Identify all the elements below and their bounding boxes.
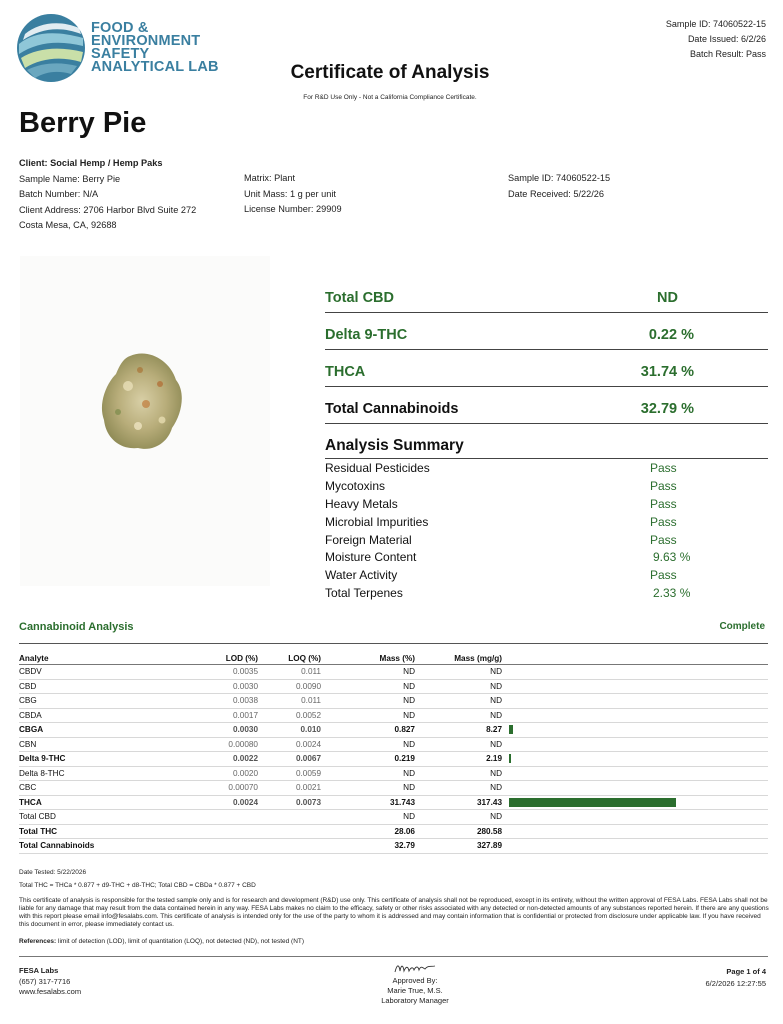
analysis-summary-list [325,461,768,604]
summary-result: Pass [650,461,677,475]
analyte-cell: Delta 9-THC [19,754,66,763]
analyte-cell: Total THC [19,826,58,836]
approver-title: Laboratory Manager [381,996,449,1005]
table-row [19,796,768,811]
mass-mg-cell: ND [490,667,502,676]
mass-mg-cell: ND [490,783,502,792]
loq-cell: 0.0021 [295,783,321,792]
table-row [19,738,768,753]
summary-label: Mycotoxins [325,478,386,493]
footer-phone: (657) 317-7716 [19,976,71,986]
mass-pct-cell: ND [403,681,415,691]
col-analyte: Analyte [19,654,49,663]
mass-mg-cell: 280.58 [476,826,502,836]
analyte-cell: Total Cannabinoids [19,841,95,850]
references-label: References: [19,938,57,945]
client-address: Client Address: 2706 Harbor Blvd Suite 272 [19,204,197,215]
logo-line: FOOD & [91,20,149,36]
mass-pct-cell: ND [403,812,415,821]
analyte-cell: CBD [19,681,37,691]
summary-row [325,461,768,479]
lab-logo-text [91,22,219,74]
total-cbd-value: ND [657,290,678,306]
client-name: Client: Social Hemp / Hemp Paks [19,158,163,168]
summary-result: Pass [650,568,677,583]
summary-label: Residual Pesticides [325,461,430,475]
table-row [19,709,768,724]
cannabis-bud-image [20,256,270,586]
logo-line: ANALYTICAL LAB [91,59,219,75]
approver-name: Marie True, M.S. [387,986,443,995]
analyte-cell: THCA [19,797,42,807]
summary-result: Pass [650,514,677,529]
col-loq: LOQ (%) [288,654,321,663]
loq-cell: 0.011 [301,667,321,676]
summary-result: Pass [650,532,677,547]
thca-label: THCA [325,364,366,380]
mass-bar [509,798,676,807]
header-sample-id: Sample ID: 74060522-15 [665,19,766,29]
approved-by-label: Approved By: [392,976,438,985]
mass-pct-cell: 32.79 [394,841,415,850]
cannabinoid-status: Complete [719,621,765,632]
total-cannabinoids-value: 32.79 % [640,401,694,417]
header-date-issued: Date Issued: 6/2/26 [687,34,766,44]
analyte-cell: Total CBD [19,812,56,821]
analyte-cell: CBGA [19,725,44,734]
mass-pct-cell: ND [403,739,415,749]
summary-label: Microbial Impurities [325,514,429,529]
mass-mg-cell: 317.43 [476,797,502,807]
batch-number: Batch Number: N/A [19,189,99,199]
total-cannabinoids-row [325,387,768,424]
references [19,938,304,945]
table-row [19,781,768,796]
table-row [19,839,768,854]
summary-result: Pass [650,496,677,511]
summary-label: Water Activity [325,568,398,583]
analysis-summary-heading [325,437,768,459]
footer-divider [19,956,768,957]
mass-pct-cell: 31.743 [389,797,415,807]
loq-cell: 0.0024 [295,739,321,749]
unit-mass: Unit Mass: 1 g per unit [244,188,336,199]
lod-cell: 0.0030 [232,681,258,691]
summary-result: 2.33 % [653,586,691,601]
footer-lab-info [19,966,81,998]
header-batch-result: Batch Result: Pass [689,49,766,59]
summary-row [325,497,768,515]
delta9-row [325,313,768,350]
footer-approval [300,962,530,1006]
lod-cell: 0.0030 [232,725,258,734]
mass-mg-cell: ND [490,768,502,778]
table-row [19,767,768,782]
delta9-label: Delta 9-THC [325,327,408,343]
table-row [19,665,768,680]
lod-cell: 0.00080 [228,739,258,749]
summary-label: Moisture Content [325,550,417,565]
mass-mg-cell: ND [490,696,502,705]
header-meta [666,17,766,62]
legal-disclaimer: This certificate of analysis is responsible for the tested sample only and is for research and development (R&D) use only. This certificate of analysis shall not be reproduced, except in its entirety, without the written approval of FESA Labs. FESA Labs shall not be liable for any damage that may result from the data contained herein in any way. FESA Labs makes no claim to the efficacy, safety or other risks associated with any detected or non-detected amounts of any substances reported herein. If there are any questions with this report please email info@fesalabs.com. This certificate of analysis is intended only for the use of the party to whom it is addressed and may contain information that is confidential or protected from disclosure under applicable law. If you have received this document in error, please immediately contact us. [19,897,769,928]
mass-mg-cell: 8.27 [486,725,502,734]
analyte-cell: CBG [19,696,37,705]
mass-pct-cell: 0.827 [394,725,415,734]
loq-cell: 0.0059 [295,768,321,778]
mass-bar [509,725,513,734]
lod-cell: 0.00070 [228,783,258,792]
divider [19,643,768,644]
mass-mg-cell: 2.19 [486,754,502,763]
mass-pct-cell: 28.06 [394,826,415,836]
lod-cell: 0.0035 [232,667,258,676]
mass-pct-cell: ND [403,667,415,676]
mass-mg-cell: ND [490,681,502,691]
summary-row [325,586,768,604]
references-text: limit of detection (LOD), limit of quantitation (LOQ), not detected (ND), not tested (NT) [58,938,305,945]
analyte-cell: Delta 8-THC [19,768,65,778]
date-tested: Date Tested: 5/22/2026 [19,869,87,876]
lod-cell: 0.0017 [232,710,258,720]
summary-row [325,515,768,533]
summary-result: Pass [650,478,677,493]
sample-ids [508,171,610,202]
lod-cell: 0.0022 [232,754,258,763]
rd-disclaimer: For R&D Use Only - Not a California Compliance Certificate. [303,94,477,101]
mass-pct-cell: ND [403,710,415,720]
total-cannabinoids-label: Total Cannabinoids [325,401,459,417]
loq-cell: 0.0067 [295,754,321,763]
sample-details [244,171,342,218]
lod-cell: 0.0024 [232,797,258,807]
matrix: Matrix: Plant [244,173,296,183]
test-notes [19,866,256,892]
summary-label: Heavy Metals [325,496,398,511]
analyte-cell: CBDA [19,710,42,720]
table-row [19,723,768,738]
table-row [19,680,768,695]
loq-cell: 0.010 [300,725,321,734]
table-header-row [19,652,768,665]
mass-mg-cell: ND [490,739,502,749]
license-number: License Number: 29909 [244,204,342,214]
mass-bar [509,754,511,763]
analyte-cell: CBC [19,783,37,792]
summary-row [325,479,768,497]
signature-icon [393,962,437,974]
mass-pct-cell: ND [403,768,415,778]
mass-mg-cell: ND [490,812,502,821]
footer-lab-name: FESA Labs [19,966,59,975]
summary-row [325,533,768,551]
col-mass-mg: Mass (mg/g) [454,654,502,663]
summary-row [325,550,768,568]
total-formula: Total THC = THCa * 0.877 + d9-THC + d8-THC; Total CBD = CBDa * 0.877 + CBD [19,882,256,889]
summary-result: 9.63 % [653,550,691,565]
summary-row [325,568,768,586]
delta9-value: 0.22 % [648,327,694,343]
mass-pct-cell: ND [403,696,415,705]
mass-pct-cell: 0.219 [394,754,415,763]
page-number: Page 1 of 4 [726,967,766,976]
summary-label: Total Terpenes [325,586,403,601]
mass-pct-cell: ND [403,783,415,792]
analysis-summary-title: Analysis Summary [325,437,464,454]
loq-cell: 0.0073 [295,797,321,807]
document-title: Certificate of Analysis [290,62,490,83]
table-row [19,752,768,767]
loq-cell: 0.0052 [295,710,321,720]
table-row [19,825,768,840]
date-received: Date Received: 5/22/26 [508,188,605,199]
cannabinoid-table [19,652,768,854]
analyte-cell: CBN [19,739,37,749]
cannabinoid-analysis-title: Cannabinoid Analysis [19,621,134,633]
client-info [19,156,196,234]
footer-page-info [706,966,766,990]
product-photo [20,256,270,586]
mass-mg-cell: ND [490,710,502,720]
thca-value: 31.74 % [640,364,694,380]
table-body [19,665,768,854]
client-address-city: Costa Mesa, CA, 92688 [19,220,117,230]
lod-cell: 0.0020 [232,768,258,778]
footer-timestamp: 6/2/2026 12:27:55 [705,979,766,988]
thca-row [325,350,768,387]
sample-title: Berry Pie [19,107,147,139]
logo-line: ENVIRONMENT [91,33,201,49]
footer-website: www.fesalabs.com [19,987,82,996]
table-row [19,694,768,709]
loq-cell: 0.0090 [295,681,321,691]
loq-cell: 0.011 [301,696,321,705]
mass-mg-cell: 327.89 [476,841,502,850]
total-cbd-label: Total CBD [325,290,395,306]
sample-name: Sample Name: Berry Pie [19,173,121,184]
col-mass-pct: Mass (%) [379,654,415,663]
fesa-logo-icon [15,12,87,84]
total-cbd-row [325,276,768,313]
summary-label: Foreign Material [325,532,412,547]
lod-cell: 0.0038 [232,696,258,705]
table-row [19,810,768,825]
logo-line: SAFETY [91,46,150,62]
analyte-cell: CBDV [19,667,42,676]
col-lod: LOD (%) [225,654,258,663]
sample-id: Sample ID: 74060522-15 [508,173,611,183]
